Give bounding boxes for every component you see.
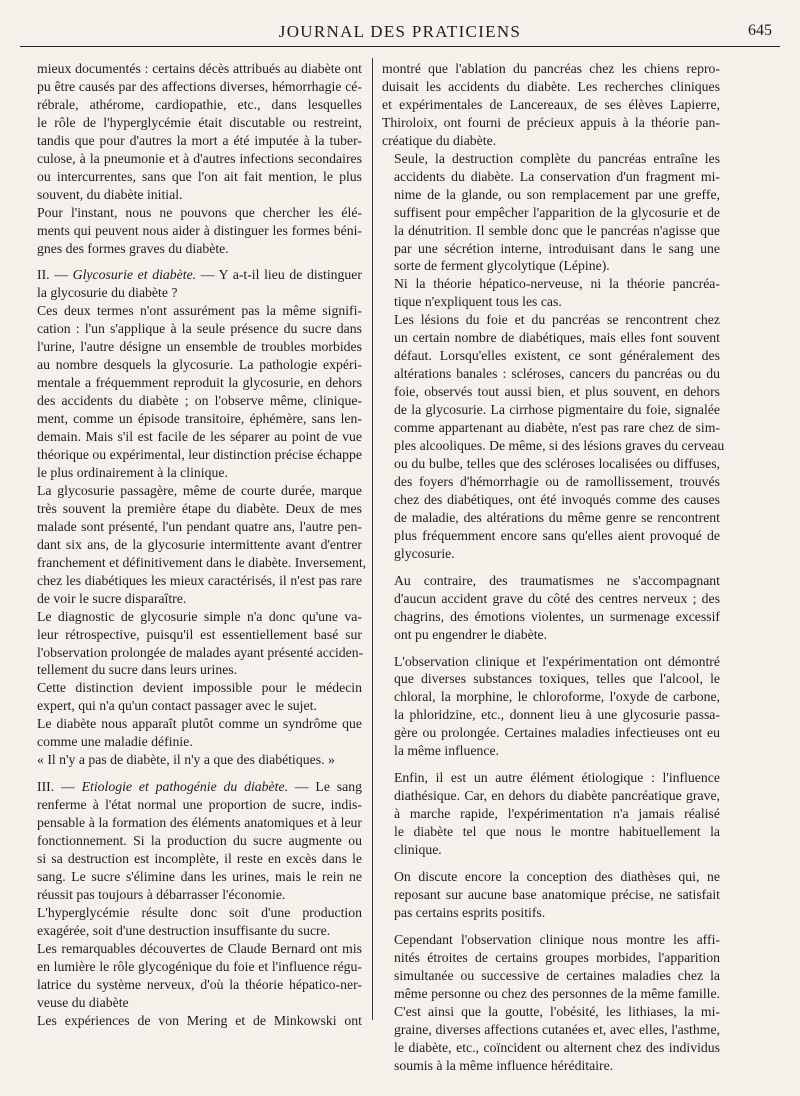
text-line: sorte de ferment glycolytique (Lépine). <box>394 258 610 274</box>
text-line: créatique du diabète. <box>382 132 497 148</box>
page-header <box>20 16 780 47</box>
text-line: clinique. <box>394 842 442 858</box>
text-line: cation : l'un s'applique à la seule présence du sucre dans <box>37 321 362 337</box>
text-line: diathésique. Car, en dehors du diabète pancréatique grave, <box>394 788 720 804</box>
text-line: II. — Glycosurie et diabète. — Y a-t-il lieu de distinguer <box>37 267 362 283</box>
text-line: gère ou prolongée. Certaines maladies infectieuses ont eu <box>394 725 720 741</box>
text-line: III. — Etiologie et pathogénie du diabète. — Le sang <box>37 779 362 795</box>
paragraph <box>382 275 720 311</box>
paragraph <box>382 60 720 150</box>
text-line: simultanée ou successive de certaines maladies chez la <box>394 967 720 983</box>
text-line: que diverses substances toxiques, telles que l'alcool, le <box>394 671 720 687</box>
text-line: au nombre desquels la glycosurie. La pathologie expéri- <box>37 357 362 373</box>
text-line: Thiroloix, ont fourni de précieux appuis à la théorie pan- <box>382 114 720 130</box>
text-line: pu être causés par des affections diverses, hémorrhagie cé- <box>37 78 362 94</box>
text-line: gnes des formes graves du diabète. <box>37 240 229 256</box>
paragraph <box>25 204 362 258</box>
text-line: expert, qui n'a qu'un contact passager avec le sujet. <box>37 698 317 714</box>
text-line: et expérimentales de Lancereaux, de ses élèves Lapierre, <box>382 96 720 112</box>
paragraph <box>25 679 362 715</box>
paragraph <box>25 608 362 680</box>
text-line: exagérée, soit d'une destruction insuffisante du sucre. <box>37 922 331 938</box>
paragraph <box>382 150 720 276</box>
text-line: le diabète tel que nous le montre habituellement la <box>394 824 720 840</box>
text-line: nités étroites de certains groupes morbides, l'apparition <box>394 949 720 965</box>
text-line: réussit pas toujours à débarrasser l'économie. <box>37 886 286 902</box>
paragraph <box>25 940 362 1012</box>
text-line: le diabète, etc., coïncident ou alternent chez des individus <box>394 1039 720 1055</box>
text-line: souvent, du diabète initial. <box>37 186 183 202</box>
text-line: ou intercurrentes, sans que l'on ait fait mention, le plus <box>37 168 362 184</box>
text-line: altérations banales : scléroses, cancers du pancréas ou du <box>394 366 720 382</box>
text-line: l'urine, l'autre désigne un ensemble de troubles morbides <box>37 339 362 355</box>
text-line: foie, observés tout aussi bien, et plus souvent, en dehors <box>394 384 720 400</box>
text-line: comme appartenant au diabète, n'est pas rare chez de sim- <box>394 420 720 436</box>
text-line: plus fréquemment encore sans qu'elles aient provoqué de <box>394 527 720 543</box>
text-line: un certain nombre de diabétiques, mais elles font souvent <box>394 330 720 346</box>
paragraph <box>25 482 367 608</box>
text-line: accidents du diabète. La conservation d'un fragment mi- <box>394 168 720 184</box>
paragraph <box>382 868 720 922</box>
text-line: des accidents du diabète ; on l'observe même, clinique- <box>37 393 362 409</box>
text-line: franchement et définitivement dans le diabète. Inversement, <box>37 554 367 570</box>
text-line: le rôle de l'hyperglycémie était discutable ou restreint, <box>37 114 362 130</box>
left-column <box>25 60 367 1030</box>
text-line: L'observation clinique et l'expérimentation ont démontré <box>394 653 720 669</box>
text-line: tellement du sucre dans leurs urines. <box>37 662 238 678</box>
text-line: des foyers d'hémorrhagie ou de ramollissement, trouvés <box>394 473 720 489</box>
paragraph <box>25 60 362 204</box>
text-line: malade sont présenté, l'un pendant quatre ans, l'autre pen- <box>37 518 362 534</box>
text-line: Cependant l'observation clinique nous montre les affi- <box>394 931 720 947</box>
paragraph <box>25 1012 362 1030</box>
text-line: demain. Mais s'il est facile de les séparer au point de vue <box>37 429 362 445</box>
text-line: chez les diabétiques les mieux caractérisés, il n'est pas rare <box>37 572 362 588</box>
text-line: fonctionnement. Si la production du sucre augmente ou <box>37 833 362 849</box>
paragraph <box>382 311 725 562</box>
text-line: duisait les accidents du diabète. Les recherches cliniques <box>382 78 720 94</box>
text-line: L'hyperglycémie résulte donc soit d'une production <box>37 904 362 920</box>
text-line: ont pu engendrer le diabète. <box>394 626 548 642</box>
text-line: mieux documentés : certains décès attribués au diabète ont <box>37 61 362 76</box>
text-line: pas certains esprits positifs. <box>394 904 546 920</box>
running-title: JOURNAL DES PRATICIENS <box>278 22 522 41</box>
text-line: Les expériences de von Mering et de Minkowski ont <box>37 1012 362 1028</box>
text-line: ment, comme un épisode transitoire, éphémère, sans len- <box>37 411 362 427</box>
text-line: glycosurie. <box>394 545 455 561</box>
text-line: nime de la glande, ou son remplacement par une greffe, <box>394 186 720 202</box>
text-line: l'observation prolongée de malades ayant présenté acciden- <box>37 644 364 660</box>
text-line: par une sécrétion interne, introduisant dans le sang une <box>394 240 720 256</box>
text-line: Les remarquables découvertes de Claude Bernard ont mis <box>37 940 362 956</box>
text-line: chez des diabétiques, ont été invoqués comme des causes <box>394 491 720 507</box>
text-line: de voir le sucre disparaître. <box>37 590 187 606</box>
text-line: suffisent pour empêcher l'apparition de la glycosurie et de <box>394 204 720 220</box>
text-line: ments qui peuvent nous aider à distinguer les formes béni- <box>37 222 362 238</box>
text-line: renferme à l'état normal une proportion de sucre, indis- <box>37 797 362 813</box>
text-line: d'aucun accident grave du côté des centres nerveux ; des <box>394 590 720 606</box>
text-line: de maladie, des altérations du même genre se rencontrent <box>394 509 720 525</box>
text-line: reposant sur aucune base anatomique précise, ne satisfait <box>394 886 720 902</box>
text-line: Pour l'instant, nous ne pouvons que chercher les élé- <box>37 204 362 220</box>
text-line: tique n'expliquent tous les cas. <box>394 294 562 310</box>
text-line: la dénutrition. Il semble donc que le pancréas n'agisse que <box>394 222 720 238</box>
text-line: latrice du système nerveux, d'où la théorie hépatico-ner- <box>37 976 362 992</box>
paragraph <box>25 778 362 904</box>
text-line: comme une maladie définie. <box>37 734 193 750</box>
text-line: Enfin, il est un autre élément étiologique : l'influence <box>394 770 720 786</box>
paragraph <box>382 769 720 859</box>
text-line: Au contraire, des traumatismes ne s'accompagnant <box>394 572 720 588</box>
text-line: rébrale, athérome, cardiopathie, etc., dans lesquelles <box>37 96 362 112</box>
text-line: Seule, la destruction complète du pancréas entraîne les <box>394 150 720 166</box>
text-line: le plus ordinairement à la clinique. <box>37 464 228 480</box>
right-column <box>382 60 725 1074</box>
paragraph <box>382 931 720 1075</box>
text-line: théorique ou expérimental, leur distinction précise échappe <box>37 447 362 463</box>
paragraph <box>382 653 720 761</box>
text-line: Cette distinction devient impossible pour le médecin <box>37 680 362 696</box>
column-divider <box>372 58 373 1020</box>
text-line: chagrins, des émotions violentes, un surmenage excessif <box>394 608 720 624</box>
text-line: Ni la théorie hépatico-nerveuse, ni la théorie pancréa- <box>394 276 720 292</box>
text-line: défaut. Lorsqu'elles existent, ce sont généralement des <box>394 348 720 364</box>
text-line: tandis que pour d'autres la mort a été imputée à la tuber- <box>37 132 362 148</box>
text-line: mentale a fréquemment reproduit la glycosurie, en dehors <box>37 375 362 391</box>
text-line: chloral, la morphine, le chloroforme, l'oxyde de carbone, <box>394 689 720 705</box>
text-line: pensable à la formation des éléments anatomiques et à leur <box>37 815 362 831</box>
text-line: dant six ans, de la glycosurie intermittente avant d'entrer <box>37 536 362 552</box>
text-line: en lumière le rôle glycogénique du foie et l'influence régu- <box>37 958 362 974</box>
text-line: Le diabète nous apparaît plutôt comme un syndrôme que <box>37 716 362 732</box>
text-line: leur rétrospective, puisqu'il est essentiellement basé sur <box>37 626 362 642</box>
text-line: Les lésions du foie et du pancréas se rencontrent chez <box>394 312 720 328</box>
text-line: C'est ainsi que la goutte, l'obésité, les lithiases, la mi- <box>394 1003 720 1019</box>
text-line: même personne ou chez des personnes de la même famille. <box>394 985 720 1001</box>
text-line: si sa destruction est incomplète, il reste en excès dans le <box>37 850 362 866</box>
text-line: montré que l'ablation du pancréas chez les chiens repro- <box>382 61 720 76</box>
text-line: à marche rapide, l'expérimentation n'a jamais réalisé <box>394 806 720 822</box>
text-line: de la glycosurie. La cirrhose pigmentaire du foie, signalée <box>394 402 720 418</box>
text-line: soumis à la même influence héréditaire. <box>394 1057 614 1073</box>
text-line: très souvent la première étape du diabète. Deux de mes <box>37 500 362 516</box>
text-line: ou du bulbe, telles que des scléroses localisées ou diffuses, <box>394 455 720 471</box>
paragraph <box>25 904 362 940</box>
text-line: graine, diverses affections cutanées et, avec elles, l'asthme, <box>394 1021 720 1037</box>
text-line: Ces deux termes n'ont assurément pas la même signifi- <box>37 303 362 319</box>
paragraph <box>25 266 362 302</box>
text-line: sang. Le sucre s'élimine dans les urines, mais le rein ne <box>37 868 362 884</box>
text-line: Le diagnostic de glycosurie simple n'a donc qu'une va- <box>37 608 362 624</box>
text-line: la glycosurie du diabète ? <box>37 285 178 301</box>
paragraph <box>25 751 362 769</box>
text-line: ples alcooliques. De même, si des lésions graves du cerveau <box>394 438 725 454</box>
paragraph <box>25 302 362 482</box>
paragraph <box>382 572 720 644</box>
text-line: la même influence. <box>394 743 499 759</box>
paragraph <box>25 715 362 751</box>
text-line: On discute encore la conception des diathèses qui, ne <box>394 868 720 884</box>
text-line: « Il n'y a pas de diabète, il n'y a que des diabétiques. » <box>37 752 335 768</box>
text-line: veuse du diabète <box>37 994 129 1010</box>
page-number: 645 <box>748 22 772 39</box>
text-line: culose, à la pneumonie et à d'autres infections secondaires <box>37 150 362 166</box>
text-line: La glycosurie passagère, même de courte durée, marque <box>37 482 362 498</box>
text-line: la phloridzine, etc., donnent lieu à une glycosurie passa- <box>394 707 720 723</box>
